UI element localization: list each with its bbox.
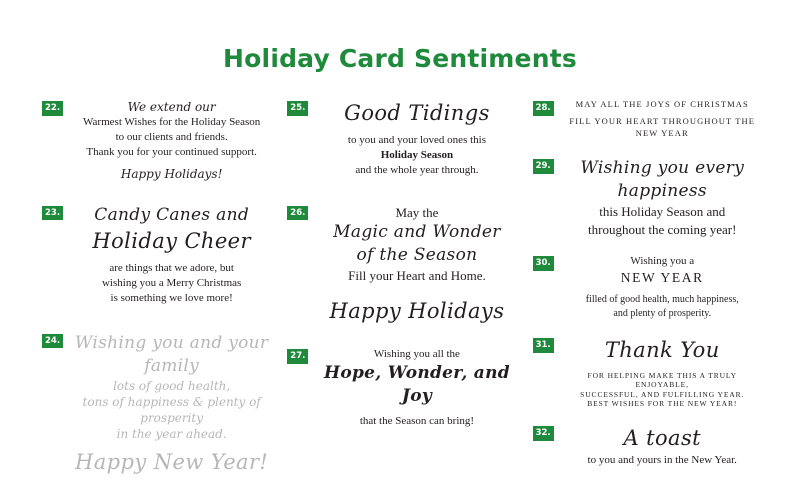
page-title: Holiday Card Sentiments xyxy=(223,44,577,73)
sentiment-text xyxy=(563,99,762,139)
sentiment-line: Thank you for your continued support. xyxy=(86,145,257,158)
sentiment-text xyxy=(563,336,762,408)
sentiment-line: of the Season xyxy=(356,245,478,266)
sentiment-text xyxy=(317,347,516,429)
sentiment-line: Magic and Wonder xyxy=(333,222,501,243)
sentiment-line: A toast xyxy=(623,426,701,451)
sentiment-line: BEST WISHES FOR THE NEW YEAR! xyxy=(587,398,738,408)
sentiment-line: Fill your Heart and Home. xyxy=(348,268,486,284)
list-item xyxy=(529,254,762,320)
sentiment-line: NEW YEAR xyxy=(620,270,704,286)
sentiment-line: in the year ahead. xyxy=(116,427,227,442)
sentiment-line: Good Tidings xyxy=(344,101,490,125)
sentiment-line: We extend our xyxy=(127,100,216,114)
sentiment-line: Wishing you all the xyxy=(373,348,460,361)
list-item xyxy=(283,347,516,429)
item-number-badge: 24. xyxy=(42,334,63,349)
sentiment-line: to you and your loved ones this xyxy=(347,134,486,147)
list-item xyxy=(283,204,516,325)
item-number-badge: 31. xyxy=(533,338,554,353)
sentiment-line: MAY ALL THE JOYS OF CHRISTMAS xyxy=(575,99,749,109)
list-item xyxy=(529,99,762,139)
sentiment-line: this Holiday Season and xyxy=(599,204,726,220)
sentiment-line: tons of happiness & plenty of prosperity xyxy=(82,394,261,425)
sentiment-line: wishing you a Merry Christmas xyxy=(101,277,242,290)
item-number-badge: 22. xyxy=(42,101,63,116)
sentiment-line: and the whole year through. xyxy=(355,164,479,177)
sentiment-text xyxy=(563,254,762,320)
sentiment-line: SUCCESSFUL, AND FULFILLING YEAR. xyxy=(580,389,745,399)
list-item xyxy=(283,99,516,178)
sentiment-line: that the Season can bring! xyxy=(359,414,475,427)
item-number-badge: 28. xyxy=(533,101,554,116)
item-number-badge: 26. xyxy=(287,206,308,221)
sentiment-line: to you and yours in the New Year. xyxy=(587,453,737,466)
column-1 xyxy=(32,99,277,493)
sentiment-text xyxy=(563,424,762,467)
sentiment-line: Wishing you every happiness xyxy=(580,158,745,202)
sentiment-text xyxy=(72,204,271,306)
sentiment-text xyxy=(317,204,516,325)
item-number-badge: 29. xyxy=(533,159,554,174)
sentiment-line: Wishing you a xyxy=(630,255,695,268)
sentiment-line: FILL YOUR HEART THROUGHOUT THE NEW YEAR xyxy=(569,116,756,138)
sentiment-line: lots of good health, xyxy=(113,378,231,393)
column-2 xyxy=(277,99,522,445)
item-number-badge: 30. xyxy=(533,256,554,271)
sentiment-line: throughout the coming year! xyxy=(588,221,737,237)
item-number-badge: 25. xyxy=(287,101,308,116)
column-3 xyxy=(523,99,768,483)
list-item xyxy=(38,204,271,306)
sentiment-line: Holiday Season xyxy=(380,149,454,162)
sentiments-columns xyxy=(0,73,800,493)
list-item xyxy=(529,424,762,467)
sentiment-line: are things that we adore, but xyxy=(109,262,234,275)
sentiment-line: Happy Holidays! xyxy=(120,166,223,181)
sentiment-line: Warmest Wishes for the Holiday Season xyxy=(83,116,261,129)
sentiment-line: FOR HELPING MAKE THIS A TRULY ENJOYABLE, xyxy=(587,370,737,390)
sentiment-line: Happy Holidays xyxy=(329,298,505,323)
item-number-badge: 32. xyxy=(533,426,554,441)
sentiment-line: is something we love more! xyxy=(110,291,233,304)
list-item xyxy=(38,332,271,477)
list-item xyxy=(529,336,762,408)
sentiment-line: filled of good health, much happiness, xyxy=(585,294,739,306)
item-number-badge: 27. xyxy=(287,349,308,364)
sentiment-line: May the xyxy=(395,204,439,220)
list-item xyxy=(529,157,762,238)
sentiment-line: and plenty of prosperity. xyxy=(613,307,712,319)
sentiment-text xyxy=(317,99,516,178)
sentiment-line: Thank You xyxy=(604,338,720,363)
sentiment-line: Wishing you and your family xyxy=(74,332,269,376)
sentiment-line: Hope, Wonder, and Joy xyxy=(323,363,510,406)
sentiment-line: Holiday Cheer xyxy=(92,228,251,253)
sentiment-line: Candy Canes and xyxy=(94,204,250,225)
sentiment-line: Happy New Year! xyxy=(75,450,269,475)
sentiment-text xyxy=(72,332,271,477)
list-item xyxy=(38,99,271,182)
sentiment-text xyxy=(72,99,271,182)
sentiment-line: to our clients and friends. xyxy=(115,131,228,144)
sentiment-text xyxy=(563,157,762,238)
item-number-badge: 23. xyxy=(42,206,63,221)
